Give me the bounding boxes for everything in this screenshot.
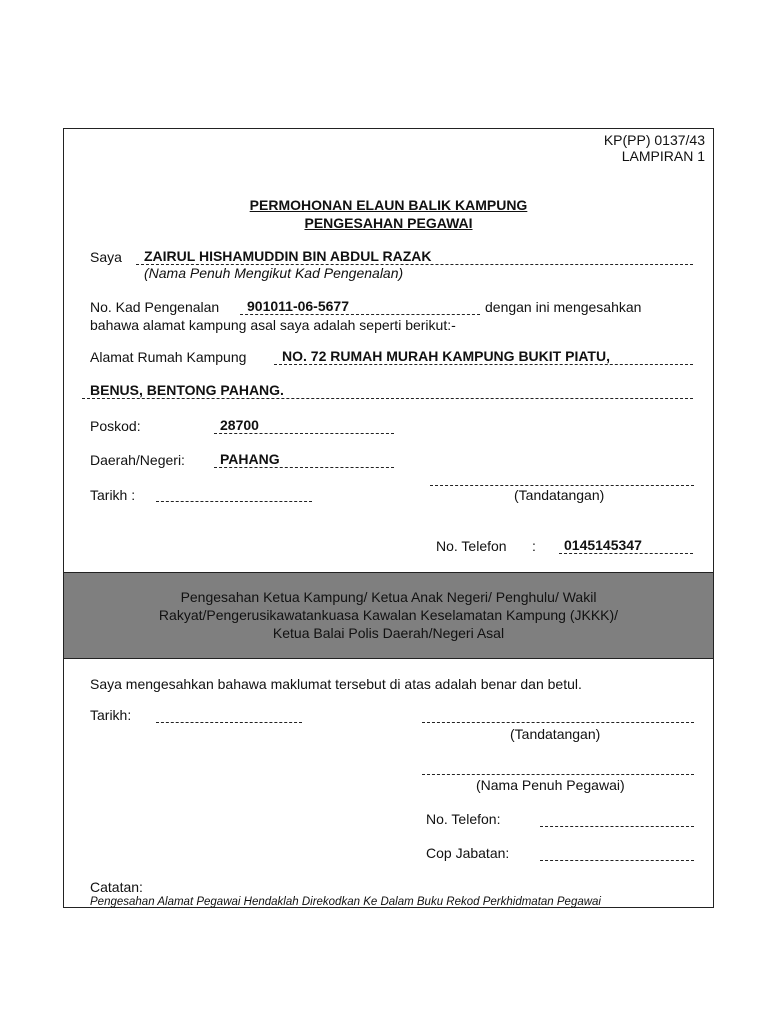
date-label: Tarikh : [90, 487, 136, 503]
address-line1-field [274, 364, 693, 365]
address-label: Alamat Rumah Kampung [90, 349, 247, 365]
saya-label: Saya [90, 249, 122, 265]
verification-header-line3: Ketua Balai Polis Daerah/Negeri Asal [272, 625, 505, 641]
name-hint: (Nama Penuh Mengikut Kad Pengenalan) [144, 265, 404, 281]
signature-label: (Tandatangan) [514, 487, 605, 503]
verifier-signature-label: (Tandatangan) [510, 726, 601, 742]
verifier-signature-line[interactable] [422, 722, 694, 723]
verification-header [64, 572, 713, 659]
signature-field-line[interactable] [430, 485, 694, 486]
date-field-line[interactable] [156, 501, 312, 502]
state-label: Daerah/Negeri: [90, 452, 185, 468]
form-frame [63, 128, 714, 908]
verifier-fullname-line[interactable] [422, 774, 694, 775]
notes-label: Catatan: [90, 879, 143, 895]
verifier-phone-label: No. Telefon: [426, 811, 501, 827]
form-reference: KP(PP) 0137/43 [603, 132, 705, 148]
ic-label: No. Kad Pengenalan [90, 299, 220, 315]
verification-header-line1: Pengesahan Ketua Kampung/ Ketua Anak Negeri/ Penghulu/ Wakil [180, 589, 597, 605]
verifier-date-label: Tarikh: [90, 707, 132, 723]
ic-field-line [240, 314, 480, 315]
stamp-line[interactable] [540, 860, 694, 861]
address-line2[interactable]: BENUS, BENTONG PAHANG. [90, 382, 284, 398]
ic-suffix: dengan ini mengesahkan [485, 299, 642, 315]
address-line2-field [82, 398, 693, 399]
address-statement: bahawa alamat kampung asal saya adalah seperti berikut:- [90, 317, 456, 333]
verifier-fullname-label: (Nama Penuh Pegawai) [476, 777, 625, 793]
postcode-value[interactable]: 28700 [220, 417, 259, 433]
verifier-phone-line[interactable] [540, 826, 694, 827]
phone-field-line [559, 553, 693, 554]
phone-colon: : [532, 538, 536, 554]
postcode-label: Poskod: [90, 418, 141, 434]
phone-label: No. Telefon [436, 538, 507, 554]
form-title: PERMOHONAN ELAUN BALIK KAMPUNG [249, 197, 528, 213]
state-value[interactable]: PAHANG [220, 451, 280, 467]
address-line1[interactable]: NO. 72 RUMAH MURAH KAMPUNG BUKIT PIATU, [282, 348, 610, 364]
applicant-name[interactable]: ZAIRUL HISHAMUDDIN BIN ABDUL RAZAK [144, 248, 432, 264]
phone-value[interactable]: 0145145347 [564, 537, 642, 553]
verifier-statement: Saya mengesahkan bahawa maklumat tersebut di atas adalah benar dan betul. [90, 676, 582, 692]
notes-text: Pengesahan Alamat Pegawai Hendaklah Direkodkan Ke Dalam Buku Rekod Perkhidmatan Pegawai [90, 896, 601, 908]
postcode-field-line [214, 433, 394, 434]
stamp-label: Cop Jabatan: [426, 845, 510, 861]
verification-header-line2: Rakyat/Pengerusikawatankuasa Kawalan Keselamatan Kampung (JKKK)/ [158, 607, 619, 623]
appendix-label: LAMPIRAN 1 [621, 148, 705, 164]
state-field-line [214, 467, 394, 468]
verifier-date-line[interactable] [156, 722, 302, 723]
form-subtitle: PENGESAHAN PEGAWAI [304, 215, 473, 231]
ic-number[interactable]: 901011-06-5677 [247, 298, 349, 314]
